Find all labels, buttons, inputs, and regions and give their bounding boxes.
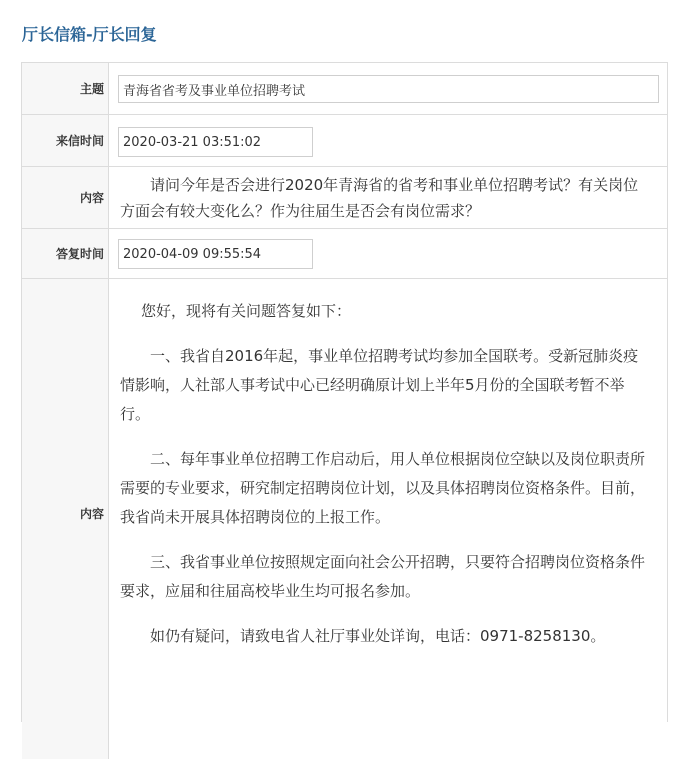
- sent-time-value-cell: [110, 115, 667, 166]
- reply-content-row: [22, 279, 667, 759]
- reply-content-value-cell: [110, 279, 667, 759]
- page-title: 厅长信箱-厅长回复: [22, 25, 157, 44]
- sent-time-row: [22, 115, 667, 167]
- page-header: [0, 0, 687, 62]
- subject-label: 主题: [22, 63, 109, 114]
- reply-content: [120, 297, 653, 667]
- subject-row: [22, 63, 667, 115]
- sent-time-label: 来信时间: [22, 115, 109, 166]
- reply-time-value-cell: [110, 229, 667, 278]
- reply-time-row: [22, 229, 667, 279]
- sent-time-field[interactable]: 2020-03-21 03:51:02: [118, 127, 313, 157]
- content-value-cell: [110, 167, 667, 228]
- reply-time-label: 答复时间: [22, 229, 109, 278]
- subject-value-cell: [110, 63, 667, 114]
- letter-content-paragraph: 请问今年是否会进行2020年青海省的省考和事业单位招聘考试？有关岗位方面会有较大变化么？作为往届生是否会有岗位需求？: [120, 176, 639, 220]
- reply-paragraph: 一、我省自2016年起，事业单位招聘考试均参加全国联考。受新冠肺炎疫情影响，人社部人事考试中心已经明确原计划上半年5月份的全国联考暂不举行。: [120, 347, 639, 423]
- subject-field[interactable]: 青海省省考及事业单位招聘考试: [118, 75, 659, 103]
- reply-paragraph: 您好，现将有关问题答复如下：: [141, 302, 352, 320]
- reply-content-label: 内容: [22, 279, 109, 759]
- content-label: 内容: [22, 167, 109, 228]
- letter-detail-table: [21, 62, 668, 722]
- reply-time-field[interactable]: 2020-04-09 09:55:54: [118, 239, 313, 269]
- letter-content: [120, 172, 653, 224]
- reply-paragraph: 三、我省事业单位按照规定面向社会公开招聘，只要符合招聘岗位资格条件要求，应届和往届高校毕业生均可报名参加。: [120, 553, 646, 600]
- reply-paragraph: 二、每年事业单位招聘工作启动后，用人单位根据岗位空缺以及岗位职责所需要的专业要求，研究制定招聘岗位计划，以及具体招聘岗位资格条件。目前，我省尚未开展具体招聘岗位的上报工作。: [120, 450, 646, 526]
- content-row: [22, 167, 667, 229]
- reply-paragraph: 如仍有疑问，请致电省人社厅事业处详询，电话：0971-8258130。: [150, 627, 606, 645]
